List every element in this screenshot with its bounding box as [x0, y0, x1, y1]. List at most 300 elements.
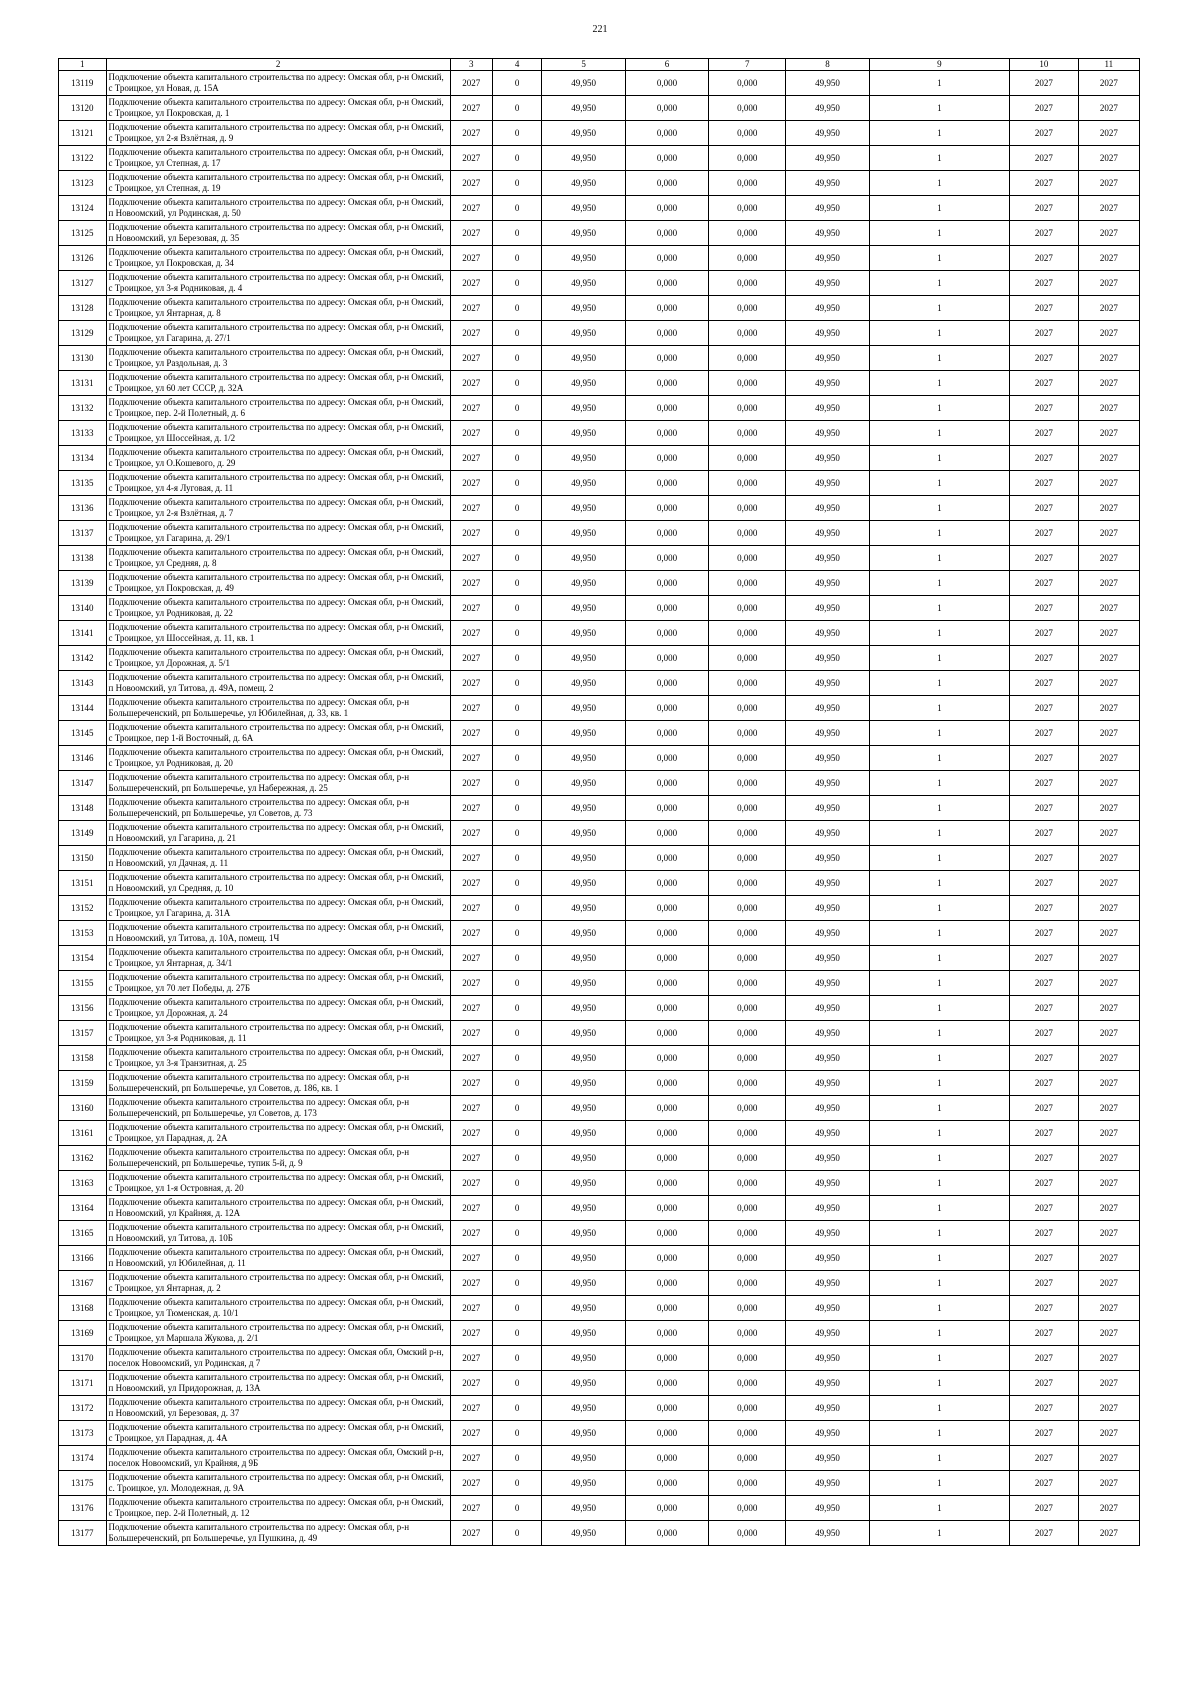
value-cell: 49,950: [786, 1446, 869, 1471]
value-cell: 49,950: [786, 421, 869, 446]
value-cell: 1: [869, 1296, 1009, 1321]
value-cell: 0,000: [709, 1421, 786, 1446]
value-cell: 0,000: [709, 1271, 786, 1296]
value-cell: 0,000: [625, 296, 708, 321]
value-cell: 2027: [1078, 1146, 1139, 1171]
row-number-cell: 13155: [59, 971, 107, 996]
value-cell: 1: [869, 1096, 1009, 1121]
value-cell: 2027: [450, 371, 492, 396]
description-cell: Подключение объекта капитального строительства по адресу: Омская обл, р-н Омский, с Троицкое, ул 3-я Родниковая, д. 4: [106, 271, 450, 296]
value-cell: 0,000: [625, 571, 708, 596]
table-row: [59, 1321, 1140, 1346]
value-cell: 0: [492, 446, 542, 471]
column-header-7: 7: [709, 59, 786, 71]
value-cell: 2027: [1010, 246, 1079, 271]
value-cell: 1: [869, 1021, 1009, 1046]
value-cell: 49,950: [786, 1296, 869, 1321]
value-cell: 2027: [1010, 996, 1079, 1021]
value-cell: 49,950: [786, 196, 869, 221]
value-cell: 2027: [1078, 1496, 1139, 1521]
row-number-cell: 13139: [59, 571, 107, 596]
value-cell: 2027: [1078, 346, 1139, 371]
table-row: [59, 546, 1140, 571]
description-cell: Подключение объекта капитального строительства по адресу: Омская обл, р-н Омский, с Троицкое, ул Родниковая, д. 22: [106, 596, 450, 621]
value-cell: 2027: [1010, 171, 1079, 196]
row-number-cell: 13170: [59, 1346, 107, 1371]
description-cell: Подключение объекта капитального строительства по адресу: Омская обл, р-н Омский, с Троицкое, ул 2-я Взлётная, д. 9: [106, 121, 450, 146]
value-cell: 2027: [450, 1021, 492, 1046]
table-row: [59, 1421, 1140, 1446]
value-cell: 0,000: [709, 346, 786, 371]
value-cell: 0,000: [625, 896, 708, 921]
value-cell: 2027: [1078, 1096, 1139, 1121]
description-cell: Подключение объекта капитального строительства по адресу: Омская обл, р-н Омский, с Троицкое, ул Степная, д. 17: [106, 146, 450, 171]
value-cell: 0: [492, 296, 542, 321]
row-number-cell: 13132: [59, 396, 107, 421]
value-cell: 0: [492, 246, 542, 271]
value-cell: 2027: [450, 296, 492, 321]
value-cell: 49,950: [542, 121, 625, 146]
value-cell: 0: [492, 171, 542, 196]
value-cell: 1: [869, 1246, 1009, 1271]
row-number-cell: 13175: [59, 1471, 107, 1496]
value-cell: 1: [869, 1396, 1009, 1421]
value-cell: 0: [492, 196, 542, 221]
value-cell: 49,950: [542, 71, 625, 96]
value-cell: 0,000: [709, 1221, 786, 1246]
value-cell: 2027: [450, 721, 492, 746]
row-number-cell: 13122: [59, 146, 107, 171]
value-cell: 1: [869, 396, 1009, 421]
value-cell: 2027: [1078, 821, 1139, 846]
value-cell: 49,950: [542, 196, 625, 221]
value-cell: 2027: [1010, 921, 1079, 946]
table-row: [59, 271, 1140, 296]
value-cell: 0: [492, 321, 542, 346]
value-cell: 0: [492, 71, 542, 96]
value-cell: 0,000: [709, 596, 786, 621]
value-cell: 2027: [450, 1296, 492, 1321]
value-cell: 2027: [1010, 321, 1079, 346]
value-cell: 2027: [450, 1071, 492, 1096]
value-cell: 2027: [1078, 771, 1139, 796]
value-cell: 49,950: [786, 1196, 869, 1221]
table-row: [59, 1021, 1140, 1046]
table-row: [59, 921, 1140, 946]
value-cell: 0: [492, 1271, 542, 1296]
value-cell: 1: [869, 1221, 1009, 1246]
row-number-cell: 13119: [59, 71, 107, 96]
table-row: [59, 571, 1140, 596]
value-cell: 2027: [1010, 446, 1079, 471]
value-cell: 0,000: [709, 1346, 786, 1371]
value-cell: 0: [492, 771, 542, 796]
column-header-2: 2: [106, 59, 450, 71]
value-cell: 2027: [450, 446, 492, 471]
table-row: [59, 1271, 1140, 1296]
value-cell: 49,950: [786, 771, 869, 796]
value-cell: 0,000: [625, 1521, 708, 1546]
value-cell: 2027: [1010, 1446, 1079, 1471]
value-cell: 0: [492, 371, 542, 396]
description-cell: Подключение объекта капитального строительства по адресу: Омская обл, р-н Омский, с Троицкое, ул 3-я Родниковая, д. 11: [106, 1021, 450, 1046]
description-cell: Подключение объекта капитального строительства по адресу: Омская обл, р-н Омский, с Троицкое, ул Янтарная, д. 34/1: [106, 946, 450, 971]
value-cell: 2027: [450, 121, 492, 146]
description-cell: Подключение объекта капитального строительства по адресу: Омская обл, Омский р-н, поселок Новоомский, ул Крайняя, д 9Б: [106, 1446, 450, 1471]
description-cell: Подключение объекта капитального строительства по адресу: Омская обл, р-н Омский, с Троицкое, пер. 2-й Полетный, д. 12: [106, 1496, 450, 1521]
value-cell: 2027: [450, 1346, 492, 1371]
column-header-3: 3: [450, 59, 492, 71]
value-cell: 49,950: [542, 1371, 625, 1396]
value-cell: 49,950: [542, 496, 625, 521]
value-cell: 49,950: [542, 171, 625, 196]
value-cell: 0: [492, 746, 542, 771]
description-cell: Подключение объекта капитального строительства по адресу: Омская обл, р-н Омский, с Троицкое, ул Гагарина, д. 27/1: [106, 321, 450, 346]
value-cell: 0,000: [625, 121, 708, 146]
value-cell: 2027: [450, 421, 492, 446]
value-cell: 0,000: [709, 696, 786, 721]
description-cell: Подключение объекта капитального строительства по адресу: Омская обл, р-н Омский, с Троицкое, ул Гагарина, д. 31А: [106, 896, 450, 921]
column-header-4: 4: [492, 59, 542, 71]
value-cell: 49,950: [542, 1146, 625, 1171]
value-cell: 0: [492, 846, 542, 871]
value-cell: 49,950: [786, 846, 869, 871]
description-cell: Подключение объекта капитального строительства по адресу: Омская обл, р-н Омский, п Новоомский, ул Березовая, д. 35: [106, 221, 450, 246]
table-row: [59, 621, 1140, 646]
value-cell: 49,950: [542, 1521, 625, 1546]
row-number-cell: 13140: [59, 596, 107, 621]
row-number-cell: 13151: [59, 871, 107, 896]
value-cell: 0,000: [709, 971, 786, 996]
value-cell: 0,000: [625, 321, 708, 346]
value-cell: 0,000: [625, 1296, 708, 1321]
description-cell: Подключение объекта капитального строительства по адресу: Омская обл, р-н Большереченский, рп Большеречье, тупик 5-й, д. 9: [106, 1146, 450, 1171]
value-cell: 49,950: [542, 871, 625, 896]
description-cell: Подключение объекта капитального строительства по адресу: Омская обл, р-н Омский, с Троицкое, ул О.Кошевого, д. 29: [106, 446, 450, 471]
row-number-cell: 13173: [59, 1421, 107, 1446]
value-cell: 1: [869, 96, 1009, 121]
value-cell: 1: [869, 771, 1009, 796]
value-cell: 2027: [450, 1521, 492, 1546]
value-cell: 0: [492, 1071, 542, 1096]
description-cell: Подключение объекта капитального строительства по адресу: Омская обл, р-н Омский, с. Троицкое, ул. Молодежная, д. 9А: [106, 1471, 450, 1496]
row-number-cell: 13172: [59, 1396, 107, 1421]
value-cell: 1: [869, 746, 1009, 771]
value-cell: 49,950: [786, 1521, 869, 1546]
value-cell: 2027: [1010, 696, 1079, 721]
value-cell: 1: [869, 996, 1009, 1021]
value-cell: 49,950: [786, 1321, 869, 1346]
value-cell: 2027: [1078, 1246, 1139, 1271]
value-cell: 49,950: [542, 271, 625, 296]
value-cell: 49,950: [786, 271, 869, 296]
value-cell: 0,000: [709, 646, 786, 671]
value-cell: 1: [869, 1121, 1009, 1146]
value-cell: 49,950: [786, 1221, 869, 1246]
value-cell: 49,950: [542, 671, 625, 696]
value-cell: 49,950: [786, 996, 869, 1021]
value-cell: 49,950: [542, 421, 625, 446]
table-row: [59, 1246, 1140, 1271]
value-cell: 0: [492, 696, 542, 721]
value-cell: 49,950: [542, 896, 625, 921]
value-cell: 2027: [1010, 1396, 1079, 1421]
value-cell: 0,000: [625, 96, 708, 121]
value-cell: 2027: [1078, 546, 1139, 571]
value-cell: 1: [869, 1471, 1009, 1496]
description-cell: Подключение объекта капитального строительства по адресу: Омская обл, р-н Большереченский, рп Большеречье, ул Советов, д. 186, кв. 1: [106, 1071, 450, 1096]
value-cell: 49,950: [542, 971, 625, 996]
value-cell: 0,000: [709, 146, 786, 171]
value-cell: 0,000: [709, 121, 786, 146]
value-cell: 2027: [1010, 1046, 1079, 1071]
value-cell: 1: [869, 196, 1009, 221]
value-cell: 49,950: [542, 571, 625, 596]
value-cell: 1: [869, 371, 1009, 396]
value-cell: 0: [492, 471, 542, 496]
value-cell: 2027: [1078, 1421, 1139, 1446]
value-cell: 2027: [450, 596, 492, 621]
value-cell: 2027: [1010, 71, 1079, 96]
value-cell: 49,950: [542, 446, 625, 471]
value-cell: 49,950: [786, 796, 869, 821]
value-cell: 49,950: [542, 1221, 625, 1246]
value-cell: 2027: [1010, 571, 1079, 596]
value-cell: 49,950: [542, 1496, 625, 1521]
table-row: [59, 746, 1140, 771]
table-row: [59, 721, 1140, 746]
column-header-6: 6: [625, 59, 708, 71]
row-number-cell: 13121: [59, 121, 107, 146]
value-cell: 2027: [450, 96, 492, 121]
row-number-cell: 13165: [59, 1221, 107, 1246]
value-cell: 0,000: [709, 1121, 786, 1146]
value-cell: 0,000: [625, 946, 708, 971]
value-cell: 2027: [1010, 421, 1079, 446]
value-cell: 2027: [1078, 496, 1139, 521]
value-cell: 1: [869, 421, 1009, 446]
value-cell: 1: [869, 1196, 1009, 1221]
header-row: [59, 59, 1140, 71]
value-cell: 2027: [1010, 1196, 1079, 1221]
table-row: [59, 596, 1140, 621]
value-cell: 49,950: [542, 1296, 625, 1321]
table-row: [59, 771, 1140, 796]
row-number-cell: 13124: [59, 196, 107, 221]
value-cell: 0,000: [709, 1446, 786, 1471]
value-cell: 2027: [1078, 1046, 1139, 1071]
row-number-cell: 13154: [59, 946, 107, 971]
table-header: [59, 59, 1140, 71]
table-row: [59, 871, 1140, 896]
value-cell: 49,950: [786, 1046, 869, 1071]
value-cell: 0,000: [625, 521, 708, 546]
value-cell: 0: [492, 596, 542, 621]
value-cell: 0,000: [625, 1321, 708, 1346]
row-number-cell: 13142: [59, 646, 107, 671]
value-cell: 0: [492, 1046, 542, 1071]
value-cell: 0,000: [625, 396, 708, 421]
row-number-cell: 13147: [59, 771, 107, 796]
value-cell: 0: [492, 821, 542, 846]
row-number-cell: 13133: [59, 421, 107, 446]
table-row: [59, 696, 1140, 721]
value-cell: 2027: [1010, 271, 1079, 296]
description-cell: Подключение объекта капитального строительства по адресу: Омская обл, р-н Омский, с Троицкое, ул Родниковая, д. 20: [106, 746, 450, 771]
value-cell: 0: [492, 796, 542, 821]
value-cell: 0,000: [625, 921, 708, 946]
value-cell: 2027: [1078, 871, 1139, 896]
description-cell: Подключение объекта капитального строительства по адресу: Омская обл, р-н Омский, п Новоомский, ул Средняя, д. 10: [106, 871, 450, 896]
value-cell: 2027: [1010, 471, 1079, 496]
row-number-cell: 13125: [59, 221, 107, 246]
row-number-cell: 13138: [59, 546, 107, 571]
value-cell: 49,950: [786, 1471, 869, 1496]
value-cell: 1: [869, 821, 1009, 846]
value-cell: 0: [492, 571, 542, 596]
value-cell: 2027: [450, 971, 492, 996]
value-cell: 2027: [450, 846, 492, 871]
value-cell: 0,000: [625, 1071, 708, 1096]
value-cell: 2027: [450, 346, 492, 371]
row-number-cell: 13120: [59, 96, 107, 121]
value-cell: 49,950: [542, 296, 625, 321]
description-cell: Подключение объекта капитального строительства по адресу: Омская обл, р-н Омский, с Троицкое, ул Парадная, д. 4А: [106, 1421, 450, 1446]
value-cell: 49,950: [542, 1321, 625, 1346]
value-cell: 2027: [450, 71, 492, 96]
value-cell: 0,000: [709, 371, 786, 396]
value-cell: 1: [869, 971, 1009, 996]
row-number-cell: 13129: [59, 321, 107, 346]
description-cell: Подключение объекта капитального строительства по адресу: Омская обл, р-н Омский, с Троицкое, ул Шоссейная, д. 1/2: [106, 421, 450, 446]
value-cell: 2027: [450, 1421, 492, 1446]
value-cell: 2027: [1078, 1321, 1139, 1346]
value-cell: 49,950: [542, 596, 625, 621]
value-cell: 2027: [1010, 521, 1079, 546]
value-cell: 0,000: [625, 1346, 708, 1371]
value-cell: 0: [492, 1221, 542, 1246]
value-cell: 2027: [450, 1321, 492, 1346]
description-cell: Подключение объекта капитального строительства по адресу: Омская обл, р-н Омский, с Троицкое, ул 4-я Луговая, д. 11: [106, 471, 450, 496]
value-cell: 49,950: [786, 1071, 869, 1096]
value-cell: 2027: [1078, 646, 1139, 671]
value-cell: 2027: [1078, 171, 1139, 196]
value-cell: 49,950: [542, 146, 625, 171]
table-row: [59, 646, 1140, 671]
value-cell: 2027: [1078, 71, 1139, 96]
value-cell: 0: [492, 1096, 542, 1121]
table-row: [59, 671, 1140, 696]
value-cell: 2027: [1010, 871, 1079, 896]
value-cell: 2027: [1010, 1271, 1079, 1296]
value-cell: 0,000: [625, 1421, 708, 1446]
value-cell: 2027: [1078, 1521, 1139, 1546]
value-cell: 2027: [1010, 396, 1079, 421]
row-number-cell: 13126: [59, 246, 107, 271]
table-row: [59, 346, 1140, 371]
value-cell: 49,950: [542, 721, 625, 746]
value-cell: 0,000: [709, 1496, 786, 1521]
value-cell: 0,000: [625, 1096, 708, 1121]
value-cell: 2027: [450, 271, 492, 296]
table-row: [59, 71, 1140, 96]
row-number-cell: 13134: [59, 446, 107, 471]
value-cell: 0,000: [625, 721, 708, 746]
value-cell: 49,950: [542, 996, 625, 1021]
description-cell: Подключение объекта капитального строительства по адресу: Омская обл, р-н Омский, с Троицкое, ул Покровская, д. 34: [106, 246, 450, 271]
table-row: [59, 471, 1140, 496]
value-cell: 0: [492, 1471, 542, 1496]
value-cell: 49,950: [786, 1396, 869, 1421]
value-cell: 49,950: [542, 521, 625, 546]
value-cell: 2027: [1078, 1021, 1139, 1046]
value-cell: 0: [492, 1146, 542, 1171]
value-cell: 2027: [1078, 596, 1139, 621]
value-cell: 49,950: [786, 546, 869, 571]
value-cell: 1: [869, 1046, 1009, 1071]
description-cell: Подключение объекта капитального строительства по адресу: Омская обл, р-н Большереченский, рп Большеречье, ул Набережная, д. 25: [106, 771, 450, 796]
value-cell: 49,950: [786, 321, 869, 346]
value-cell: 0,000: [709, 1071, 786, 1096]
table-row: [59, 521, 1140, 546]
value-cell: 2027: [1010, 496, 1079, 521]
value-cell: 0: [492, 271, 542, 296]
value-cell: 2027: [450, 546, 492, 571]
value-cell: 2027: [1078, 996, 1139, 1021]
column-header-11: 11: [1078, 59, 1139, 71]
value-cell: 0: [492, 621, 542, 646]
row-number-cell: 13161: [59, 1121, 107, 1146]
value-cell: 0,000: [709, 96, 786, 121]
value-cell: 0,000: [709, 1021, 786, 1046]
value-cell: 49,950: [786, 696, 869, 721]
value-cell: 0,000: [625, 71, 708, 96]
value-cell: 0,000: [709, 871, 786, 896]
value-cell: 0: [492, 1346, 542, 1371]
row-number-cell: 13146: [59, 746, 107, 771]
value-cell: 2027: [1078, 146, 1139, 171]
value-cell: 0,000: [709, 396, 786, 421]
value-cell: 49,950: [786, 1096, 869, 1121]
description-cell: Подключение объекта капитального строительства по адресу: Омская обл, р-н Омский, с Троицкое, ул Покровская, д. 49: [106, 571, 450, 596]
value-cell: 2027: [450, 1096, 492, 1121]
value-cell: 1: [869, 271, 1009, 296]
value-cell: 2027: [1010, 1296, 1079, 1321]
value-cell: 0: [492, 1446, 542, 1471]
value-cell: 2027: [1010, 1321, 1079, 1346]
value-cell: 2027: [450, 996, 492, 1021]
description-cell: Подключение объекта капитального строительства по адресу: Омская обл, р-н Омский, п Новоомский, ул Крайняя, д. 12А: [106, 1196, 450, 1221]
value-cell: 0,000: [625, 171, 708, 196]
description-cell: Подключение объекта капитального строительства по адресу: Омская обл, р-н Омский, с Троицкое, ул 3-я Транзитная, д. 25: [106, 1046, 450, 1071]
value-cell: 2027: [1010, 546, 1079, 571]
value-cell: 0,000: [625, 771, 708, 796]
value-cell: 0,000: [625, 1271, 708, 1296]
value-cell: 49,950: [786, 446, 869, 471]
table-row: [59, 946, 1140, 971]
row-number-cell: 13160: [59, 1096, 107, 1121]
value-cell: 0,000: [625, 796, 708, 821]
row-number-cell: 13166: [59, 1246, 107, 1271]
value-cell: 2027: [1010, 121, 1079, 146]
table-row: [59, 1396, 1140, 1421]
value-cell: 2027: [450, 1446, 492, 1471]
row-number-cell: 13167: [59, 1271, 107, 1296]
value-cell: 1: [869, 71, 1009, 96]
value-cell: 2027: [450, 221, 492, 246]
value-cell: 0: [492, 1521, 542, 1546]
value-cell: 2027: [450, 1046, 492, 1071]
